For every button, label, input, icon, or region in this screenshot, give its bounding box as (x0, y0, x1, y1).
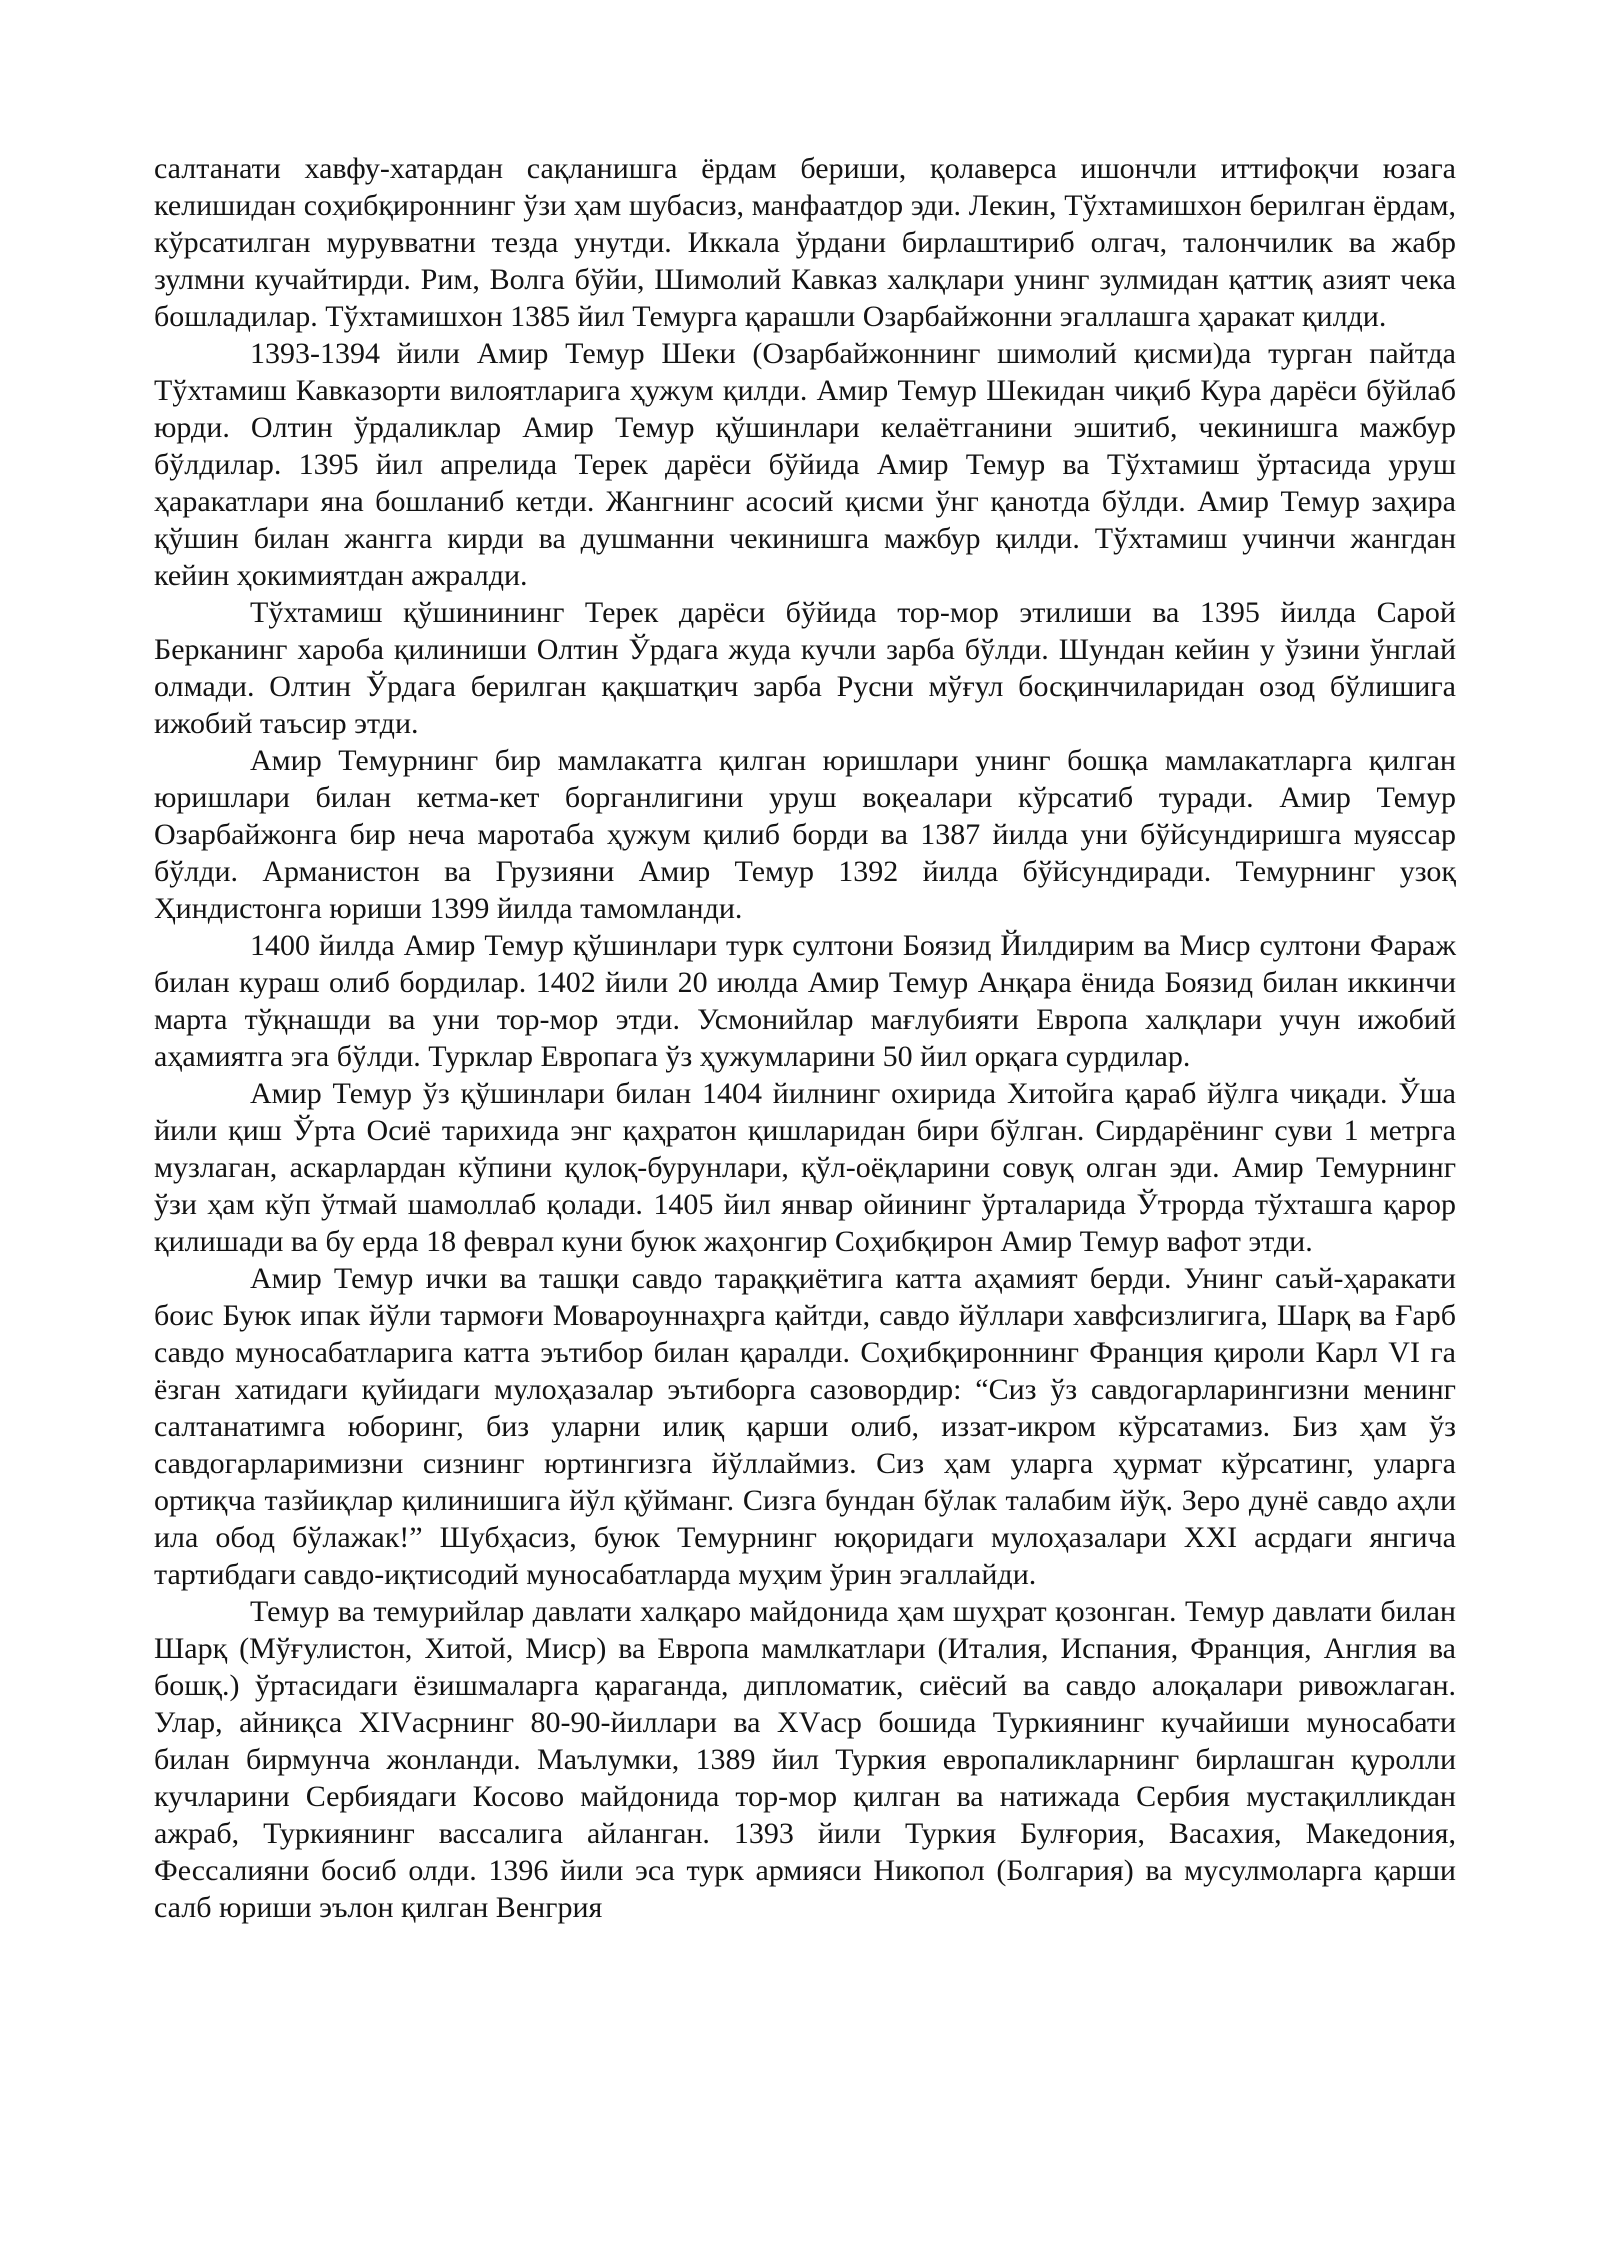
paragraph-4: Амир Темурнинг бир мамлакатга қилган юришлари унинг бошқа мамлакатларга қилган юришлари билан кетма-кет борганлигини уруш воқеалари кўрсатиб туради. Амир Темур Озарбайжонга бир неча маротаба ҳужум қилиб борди ва 1387 йилда уни бўйсундиришга муяссар бўлди. Арманистон ва Грузияни Амир Темур 1392 йилда бўйсундиради. Темурнинг узоқ Ҳиндистонга юриши 1399 йилда тамомланди. (154, 744, 1456, 925)
paragraph-3: Тўхтамиш қўшинининг Терек дарёси бўйида тор-мор этилиши ва 1395 йилда Сарой Берканинг хароба қилиниши Олтин Ўрдага жуда кучли зарба бўлди. Шундан кейин у ўзини ўнглай олмади. Олтин Ўрдага берилган қақшатқич зарба Русни мўғул босқинчиларидан озод бўлишига ижобий таъсир этди. (154, 596, 1456, 740)
paragraph-2: 1393-1394 йили Амир Темур Шеки (Озарбайжоннинг шимолий қисми)да турган пайтда Тўхтамиш Кавказорти вилоятларига ҳужум қилди. Амир Темур Шекидан чиқиб Кура дарёси бўйлаб юрди. Олтин ўрдаликлар Амир Темур қўшинлари келаётганини эшитиб, чекинишга мажбур бўлдилар. 1395 йил апрелида Терек дарёси бўйида Амир Темур ва Тўхтамиш ўртасида уруш ҳаракатлари яна бошланиб кетди. Жангнинг асосий қисми ўнг қанотда бўлди. Амир Темур заҳира қўшин билан жангга кирди ва душманни чекинишга мажбур қилди. Тўхтамиш учинчи жангдан кейин ҳокимиятдан ажралди. (154, 337, 1456, 592)
paragraph-5: 1400 йилда Амир Темур қўшинлари турк султони Боязид Йилдирим ва Миср султони Фараж билан кураш олиб бордилар. 1402 йили 20 июлда Амир Темур Анқара ёнида Боязид билан иккинчи марта тўқнашди ва уни тор-мор этди. Усмонийлар мағлубияти Европа халқлари учун ижобий аҳамиятга эга бўлди. Турклар Европага ўз ҳужумларини 50 йил орқага сурдилар. (154, 929, 1456, 1073)
document-page (154, 150, 1456, 1926)
paragraph-1: салтанати хавфу-хатардан сақланишга ёрдам бериши, қолаверса ишончли иттифоқчи юзага келишидан соҳибқироннинг ўзи ҳам шубасиз, манфаатдор эди. Лекин, Тўхтамишхон берилган ёрдам, кўрсатилган мурувватни тезда унутди. Иккала ўрдани бирлаштириб олгач, талончилик ва жабр зулмни кучайтирди. Рим, Волга бўйи, Шимолий Кавказ халқлари унинг зулмидан қаттиқ азият чека бошладилар. Тўхтамишхон 1385 йил Темурга қарашли Озарбайжонни эгаллашга ҳаракат қилди. (154, 152, 1456, 333)
paragraph-7: Амир Темур ички ва ташқи савдо тараққиётига катта аҳамият берди. Унинг саъй-ҳаракати боис Буюк ипак йўли тармоғи Мовароуннаҳрга қайтди, савдо йўллари хавфсизлигига, Шарқ ва Ғарб савдо муносабатларига катта эътибор билан қаралди. Соҳибқироннинг Франция қироли Карл VI га ёзган хатидаги қуйидаги мулоҳазалар эътиборга сазовордир: “Сиз ўз савдогарларингизни менинг салтанатимга юборинг, биз уларни илиқ қарши олиб, иззат-икром кўрсатамиз. Биз ҳам ўз савдогарларимизни сизнинг юртингизга йўллаймиз. Сиз ҳам уларга ҳурмат кўрсатинг, уларга ортиқча тазйиқлар қилинишига йўл қўйманг. Сизга бундан бўлак талабим йўқ. Зеро дунё савдо аҳли ила обод бўлажак!” Шубҳасиз, буюк Темурнинг юқоридаги мулоҳазалари XXI асрдаги янгича тартибдаги савдо-иқтисодий муносабатларда муҳим ўрин эгаллайди. (154, 1262, 1456, 1591)
paragraph-8: Темур ва темурийлар давлати халқаро майдонида ҳам шуҳрат қозонган. Темур давлати билан Шарқ (Мўғулистон, Хитой, Миср) ва Европа мамлкатлари (Италия, Испания, Франция, Англия ва бошқ.) ўртасидаги ёзишмаларга қараганда, дипломатик, сиёсий ва савдо алоқалари ривожлаган. Улар, айниқса XIVасрнинг 80-90-йиллари ва XVаср бошида Туркиянинг кучайиши муносабати билан бирмунча жонланди. Маълумки, 1389 йил Туркия европаликларнинг бирлашган қуролли кучларини Сербиядаги Косово майдонида тор-мор қилган ва натижада Сербия мустақилликдан ажраб, Туркиянинг вассалига айланган. 1393 йили Туркия Булғория, Васахия, Македония, Фессалияни босиб олди. 1396 йили эса турк армияси Никопол (Болгария) ва мусулмоларга қарши салб юриши эълон қилган Венгрия (154, 1595, 1456, 1924)
paragraph-6: Амир Темур ўз қўшинлари билан 1404 йилнинг охирида Хитойга қараб йўлга чиқади. Ўша йили қиш Ўрта Осиё тарихида энг қаҳратон қишларидан бири бўлган. Сирдарёнинг суви 1 метрга музлаган, аскарлардан кўпини қулоқ-бурунлари, қўл-оёқларини совуқ олган эди. Амир Темурнинг ўзи ҳам кўп ўтмай шамоллаб қолади. 1405 йил январ ойининг ўрталарида Ўтрорда тўхташга қарор қилишади ва бу ерда 18 феврал куни буюк жаҳонгир Соҳибқирон Амир Темур вафот этди. (154, 1077, 1456, 1258)
